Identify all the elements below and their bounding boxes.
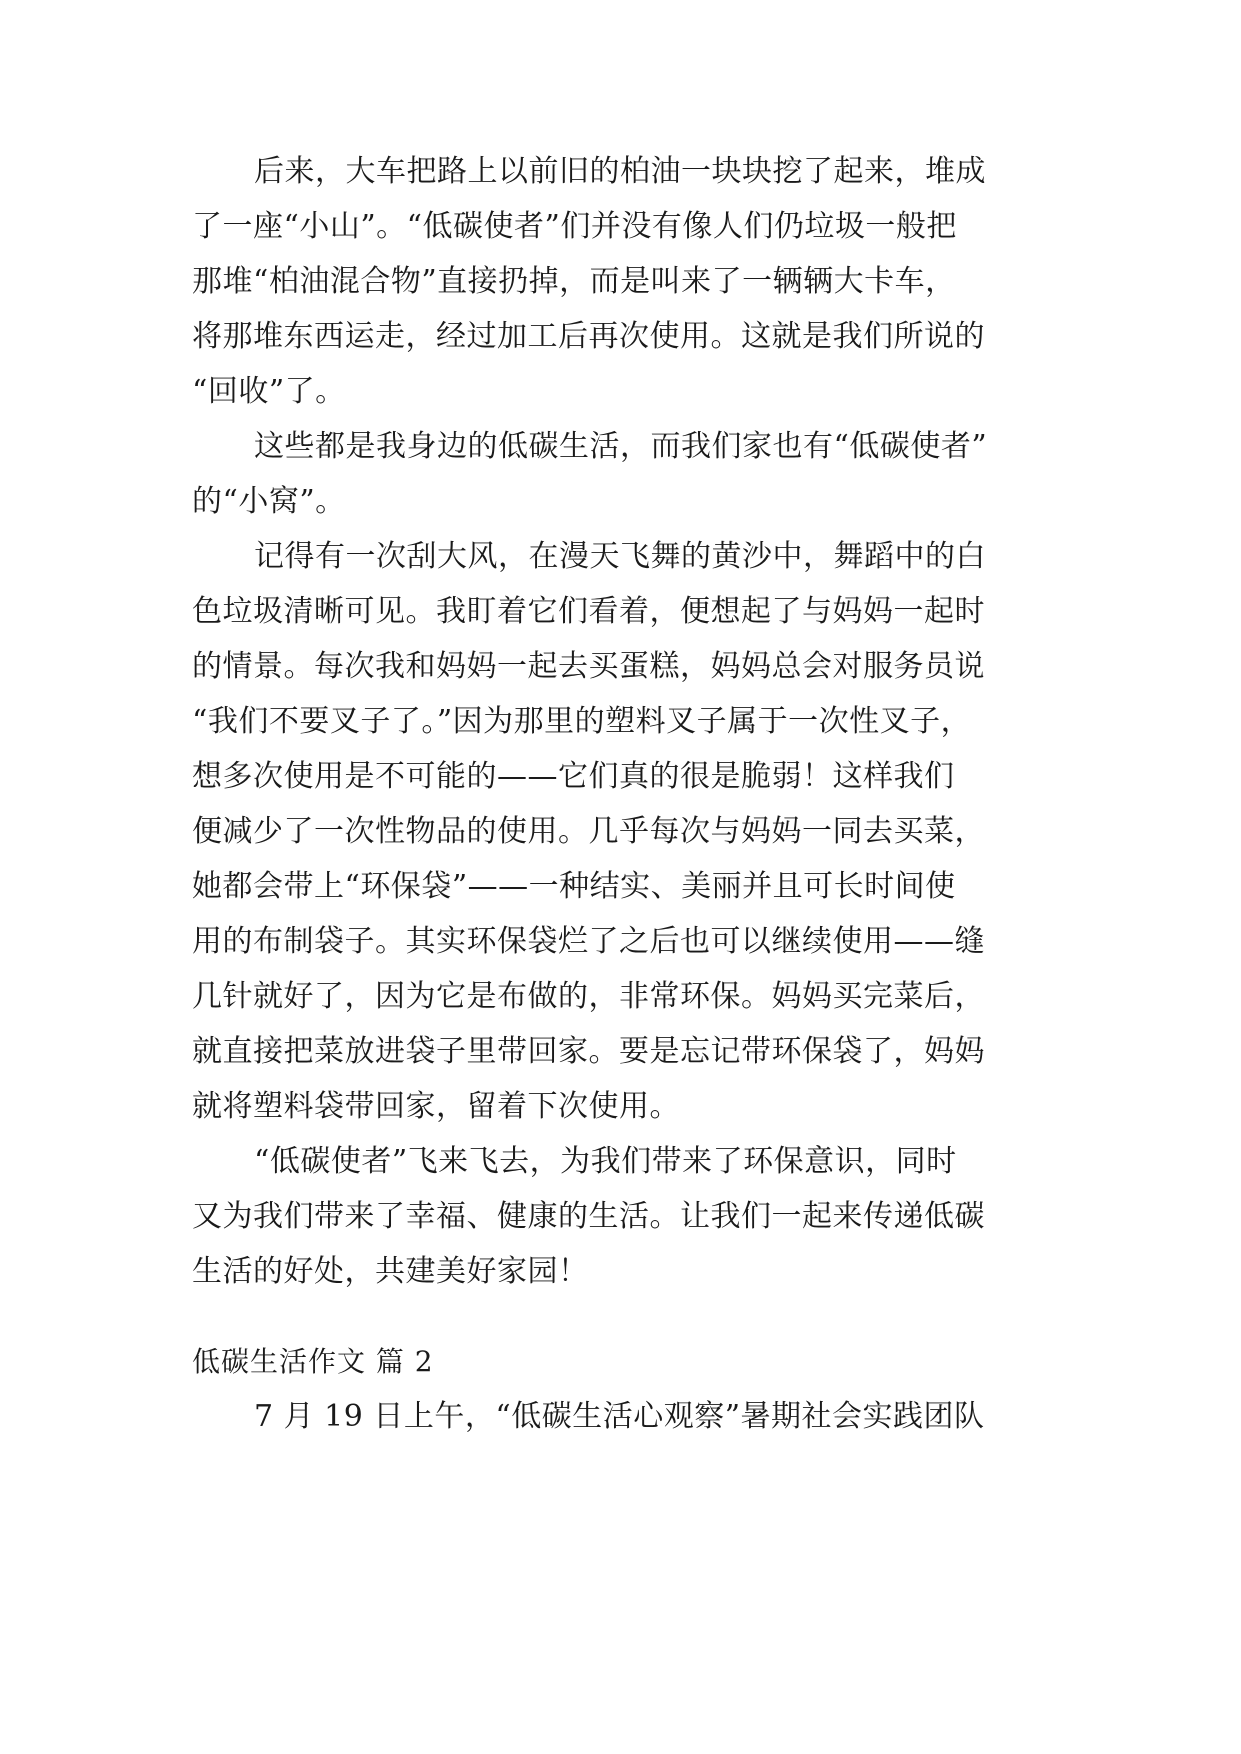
document-page <box>192 0 1052 1754</box>
paragraph-line: “我们不要叉子了。”因为那里的塑料叉子属于一次性叉子， <box>192 704 972 739</box>
paragraph-line: 了一座“小山”。“低碳使者”们并没有像人们仍垃圾一般把 <box>192 209 957 244</box>
paragraph-line: 那堆“柏油混合物”直接扔掉，而是叫来了一辆辆大卡车， <box>192 264 956 299</box>
paragraph-line: 后来，大车把路上以前旧的柏油一块块挖了起来，堆成 <box>254 154 986 189</box>
paragraph-line: 色垃圾清晰可见。我盯着它们看着，便想起了与妈妈一起时 <box>192 594 985 629</box>
paragraph-line: 她都会带上“环保袋”——一种结实、美丽并且可长时间使 <box>192 869 956 904</box>
paragraph-line: 记得有一次刮大风，在漫天飞舞的黄沙中，舞蹈中的白 <box>254 539 986 574</box>
paragraph-line: 的“小窝”。 <box>192 484 346 519</box>
paragraph-line: 这些都是我身边的低碳生活，而我们家也有“低碳使者” <box>254 429 988 464</box>
paragraph-line: 又为我们带来了幸福、健康的生活。让我们一起来传递低碳 <box>192 1199 985 1234</box>
paragraph-line: 将那堆东西运走，经过加工后再次使用。这就是我们所说的 <box>192 319 985 354</box>
section-heading: 低碳生活作文 篇 2 <box>192 1345 434 1378</box>
paragraph-line: 就将塑料袋带回家，留着下次使用。 <box>192 1089 680 1124</box>
paragraph-line: 7 月 19 日上午，“低碳生活心观察”暑期社会实践团队 <box>254 1399 985 1434</box>
paragraph-line: “低碳使者”飞来飞去，为我们带来了环保意识，同时 <box>254 1144 957 1179</box>
paragraph-line: 几针就好了，因为它是布做的，非常环保。妈妈买完菜后， <box>192 979 985 1014</box>
paragraph-line: 就直接把菜放进袋子里带回家。要是忘记带环保袋了，妈妈 <box>192 1034 985 1069</box>
paragraph-line: 生活的好处，共建美好家园！ <box>192 1254 589 1289</box>
paragraph-line: “回收”了。 <box>192 374 346 409</box>
paragraph-line: 的情景。每次我和妈妈一起去买蛋糕，妈妈总会对服务员说 <box>192 649 985 684</box>
paragraph-line: 便减少了一次性物品的使用。几乎每次与妈妈一同去买菜， <box>192 814 985 849</box>
paragraph-line: 想多次使用是不可能的——它们真的很是脆弱！这样我们 <box>192 759 955 794</box>
paragraph-line: 用的布制袋子。其实环保袋烂了之后也可以继续使用——缝 <box>192 924 985 959</box>
